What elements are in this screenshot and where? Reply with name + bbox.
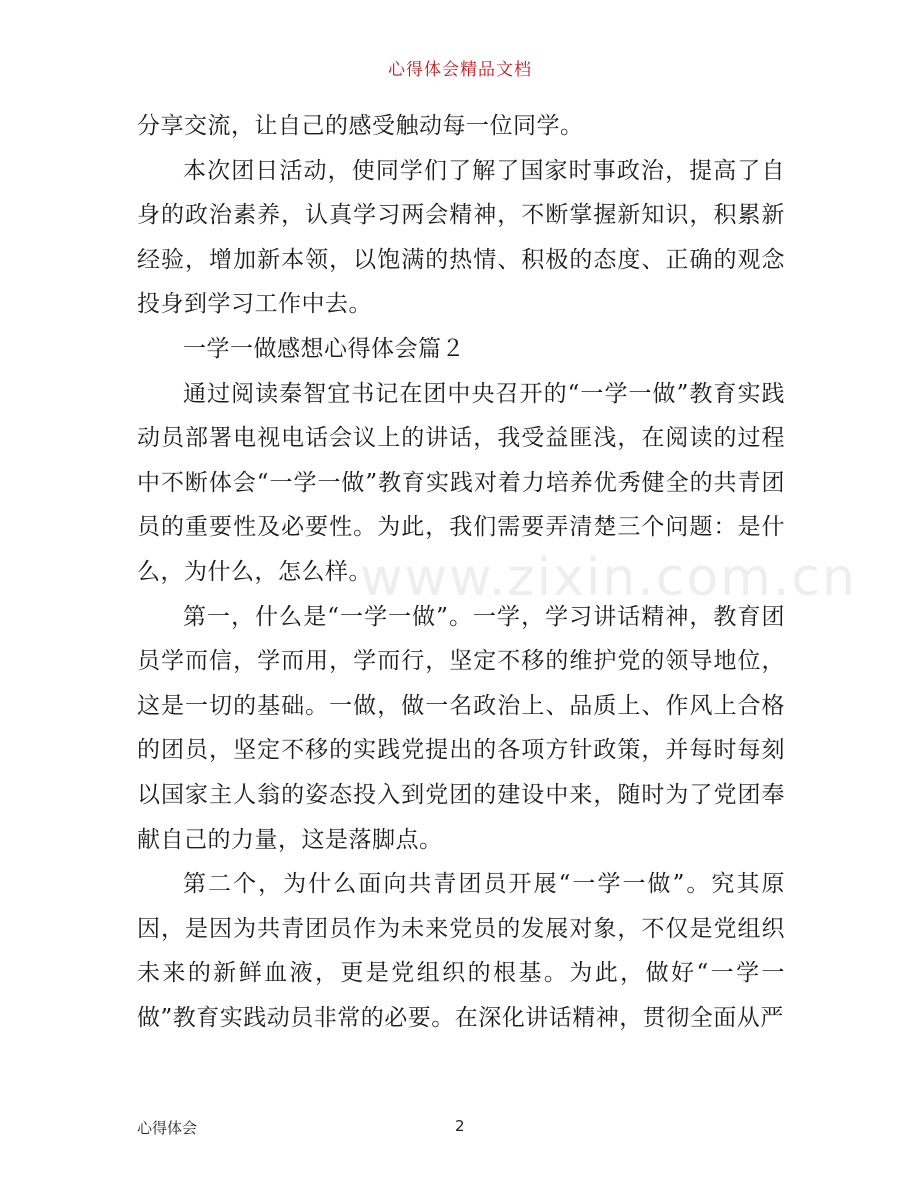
paragraph-continuation: 分享交流，让自己的感受触动每一位同学。: [137, 113, 584, 139]
paragraph-activity-summary: 本次团日活动，使同学们了解了国家时事政治，提高了自身的政治素养，认真学习两会精神，不断掌握新知识，积累新经验，增加新本领，以饱满的热情、积极的态度、正确的观念投身到学习工作中去。: [137, 157, 785, 318]
paragraph-second-point: 第二个，为什么面向共青团员开展“一学一做”。究其原因，是因为共青团员作为未来党员的发展对象，不仅是党组织未来的新鲜血液，更是党组织的根基。为此，做好“一学一做”教育实践动员非常的必要。在深化讲话精神，贯彻全面从严: [137, 871, 785, 1031]
footer-label: 心得体会: [137, 1119, 198, 1137]
watermark: www.zixin.com.cn: [360, 548, 857, 608]
paragraph-first-point: 第一，什么是“一学一做”。一学，学习讲话精神，教育团员学而信，学而用，学而行，坚定不移的维护党的领导地位，这是一切的基础。一做，做一名政治上、品质上、作风上合格的团员，坚定不移的实践党提出的各项方针政策，并每时每刻以国家主人翁的姿态投入到党团的建设中来，随时为了党团奉献自己的力量，这是落脚点。: [137, 603, 785, 853]
document-body: [137, 104, 785, 1040]
document-header-title: 心得体会精品文档: [388, 60, 532, 80]
section-heading: 一学一做感想心得体会篇２: [183, 335, 465, 362]
paragraph-intro: 通过阅读秦智宜书记在团中央召开的“一学一做”教育实践动员部署电视电话会议上的讲话，我受益匪浅，在阅读的过程中不断体会“一学一做”教育实践对着力培养优秀健全的共青团员的重要性及必要性。为此，我们需要弄清楚三个问题：是什么，为什么，怎么样。: [137, 380, 785, 585]
page-number: 2: [455, 1117, 465, 1135]
